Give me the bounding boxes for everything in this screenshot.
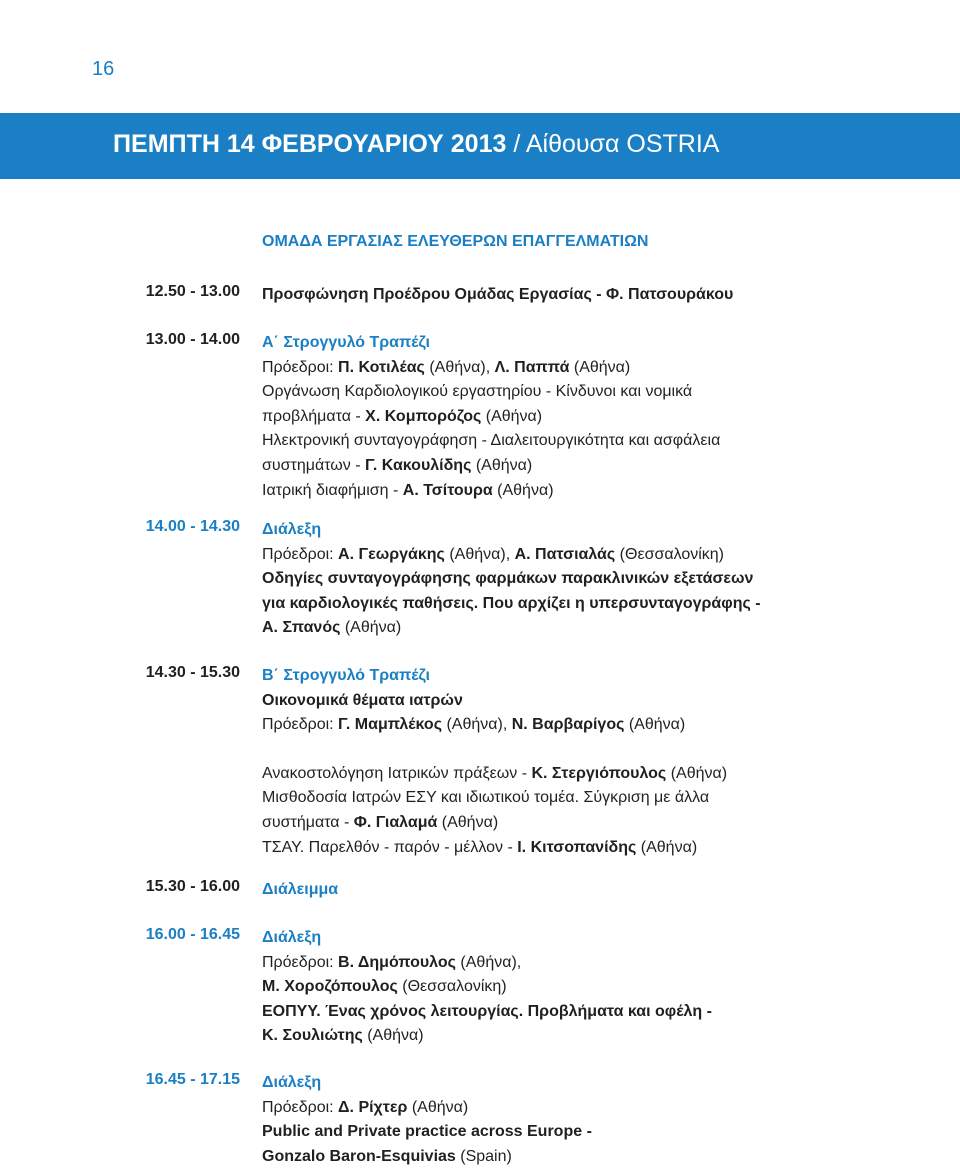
speaker-name: Γ. Κακουλίδης <box>365 456 472 474</box>
chair-name: Α. Γεωργάκης <box>338 545 445 563</box>
talk-title-continued: συστημάτων - Γ. Κακουλίδης (Αθήνα) <box>262 456 533 474</box>
session-title: Διάλεξη <box>262 929 322 946</box>
session-time: 15.30 - 16.00 <box>145 878 240 895</box>
banner-date: ΠΕΜΠΤΗ 14 ΦΕΒΡΟΥΑΡΙΟΥ 2013 <box>113 130 507 158</box>
talk-title-continued: συστήματα - Φ. Γιαλαμά (Αθήνα) <box>262 813 499 831</box>
page-number: 16 <box>92 58 115 80</box>
session-chairs <box>262 713 902 738</box>
lecture-title: Public and Private practice across Europe - <box>262 1123 592 1141</box>
speaker-name: Χ. Κομπορόζος <box>365 407 482 425</box>
speaker-city: (Αθήνα) <box>362 1027 424 1045</box>
session-title: Διάλεξη <box>262 521 322 538</box>
chair-name: Γ. Μαμπλέκος <box>338 716 443 734</box>
session-chairs <box>262 356 902 381</box>
speaker-name: Κ. Σουλιώτης <box>262 1027 363 1045</box>
session-time: 12.50 - 13.00 <box>145 283 240 300</box>
speaker-name: Ι. Κιτσοπανίδης <box>517 838 637 856</box>
speaker-city: (Αθήνα) <box>437 813 499 831</box>
chairs-label: Πρόεδροι: <box>262 953 339 971</box>
session-chairs-continued <box>262 975 902 1000</box>
chair-name: Β. Δημόπουλος <box>338 953 456 971</box>
talk-title: ΤΣΑΥ. Παρελθόν - παρόν - μέλλον - Ι. Κιτσοπανίδης (Αθήνα) <box>262 838 698 856</box>
chair-name: Λ. Παππά <box>494 358 570 376</box>
chair-city: (Αθήνα) <box>624 716 686 734</box>
speaker-name: Gonzalo Baron-Esquivias <box>262 1147 456 1165</box>
talk-title-continued: προβλήματα - Χ. Κομπορόζος (Αθήνα) <box>262 407 543 425</box>
session-banner <box>0 113 960 179</box>
chair-city: (Αθήνα), <box>442 716 512 734</box>
session-title: Διάλεξη <box>262 1074 322 1091</box>
lecture-title: Οδηγίες συνταγογράφησης φαρμάκων παρακλινικών εξετάσεων <box>262 570 754 588</box>
speaker-city: (Αθήνα) <box>481 407 543 425</box>
speaker-city: (Αθήνα) <box>636 838 698 856</box>
chair-name: Ν. Βαρβαρίγος <box>511 716 625 734</box>
speaker-name: Α. Σπανός <box>262 619 341 637</box>
chair-name: Α. Πατσιαλάς <box>514 545 616 563</box>
speaker-city: (Αθήνα) <box>666 764 728 782</box>
chair-city: (Αθήνα) <box>407 1098 469 1116</box>
session-chairs <box>262 1096 902 1121</box>
chair-name: Π. Κοτιλέας <box>338 358 425 376</box>
speaker-city: (Αθήνα) <box>340 619 402 637</box>
talk-title: Μισθοδοσία Ιατρών ΕΣΥ και ιδιωτικού τομέα. Σύγκριση με άλλα <box>262 789 710 807</box>
lecture-title: ΕΟΠΥΥ. Ένας χρόνος λειτουργίας. Προβλήματα και οφέλη - <box>262 1002 712 1020</box>
lecture-speaker <box>262 616 902 641</box>
session-content <box>262 926 902 1049</box>
session-time: 14.30 - 15.30 <box>145 664 240 681</box>
session-content <box>262 664 902 860</box>
session-chairs <box>262 951 902 976</box>
lecture-speaker <box>262 1024 902 1049</box>
chairs-label: Πρόεδροι: <box>262 545 339 563</box>
chairs-label: Πρόεδροι: <box>262 716 339 734</box>
session-time: 14.00 - 14.30 <box>145 518 240 535</box>
chair-city: (Θεσσαλονίκη) <box>615 545 725 563</box>
session-time: 16.00 - 16.45 <box>145 926 240 943</box>
banner-hall: Αίθουσα OSTRIA <box>525 130 720 158</box>
session-title: Β΄ Στρογγυλό Τραπέζι <box>262 667 430 684</box>
lecture-title-continued: για καρδιολογικές παθήσεις. Που αρχίζει η υπερσυνταγογράφης - <box>262 594 761 612</box>
session-time: 16.45 - 17.15 <box>145 1071 240 1088</box>
speaker-name: Φ. Γιαλαμά <box>353 813 438 831</box>
talk-title: Ανακοστολόγηση Ιατρικών πράξεων - Κ. Στεργιόπουλος (Αθήνα) <box>262 764 728 782</box>
talk-title: Ηλεκτρονική συνταγογράφηση - Διαλειτουργικότητα και ασφάλεια <box>262 432 721 450</box>
session-time: 13.00 - 14.00 <box>145 331 240 348</box>
talk-title: Οργάνωση Καρδιολογικού εργαστηρίου - Κίνδυνοι και νομικά <box>262 383 693 401</box>
session-content <box>262 518 902 641</box>
working-group-title: ΟΜΑΔΑ ΕΡΓΑΣΙΑΣ ΕΛΕΥΘΕΡΩΝ ΕΠΑΓΓΕΛΜΑΤΙΩΝ <box>262 233 649 250</box>
speaker-city: (Αθήνα) <box>492 481 554 499</box>
lecture-speaker <box>262 1145 902 1169</box>
chair-name: Μ. Χοροζόπουλος <box>262 978 398 996</box>
speaker-city: (Αθήνα) <box>471 456 533 474</box>
session-title: Διάλειμμα <box>262 881 339 898</box>
session-content <box>262 331 902 503</box>
talk-title: Ιατρική διαφήμιση - Α. Τσίτουρα (Αθήνα) <box>262 481 554 499</box>
chairs-label: Πρόεδροι: <box>262 358 339 376</box>
chair-city: (Αθήνα), <box>455 953 522 971</box>
session-chairs <box>262 543 902 568</box>
chair-city: (Αθήνα), <box>444 545 515 563</box>
session-title: Προσφώνηση Προέδρου Ομάδας Εργασίας - Φ. Πατσουράκου <box>262 286 734 303</box>
chair-name: Δ. Ρίχτερ <box>338 1098 408 1116</box>
chair-city: (Θεσσαλονίκη) <box>397 978 507 996</box>
session-content <box>262 283 902 308</box>
chairs-label: Πρόεδροι: <box>262 1098 339 1116</box>
speaker-name: Κ. Στεργιόπουλος <box>531 764 667 782</box>
session-title: Α΄ Στρογγυλό Τραπέζι <box>262 334 430 351</box>
speaker-city: (Spain) <box>455 1147 512 1165</box>
session-content <box>262 878 902 903</box>
session-subtitle: Οικονομικά θέματα ιατρών <box>262 691 463 709</box>
chair-city: (Αθήνα) <box>569 358 631 376</box>
banner-separator: / <box>506 130 526 158</box>
session-content <box>262 1071 902 1169</box>
banner-heading <box>113 130 719 159</box>
speaker-name: Α. Τσίτουρα <box>402 481 493 499</box>
chair-city: (Αθήνα), <box>424 358 495 376</box>
